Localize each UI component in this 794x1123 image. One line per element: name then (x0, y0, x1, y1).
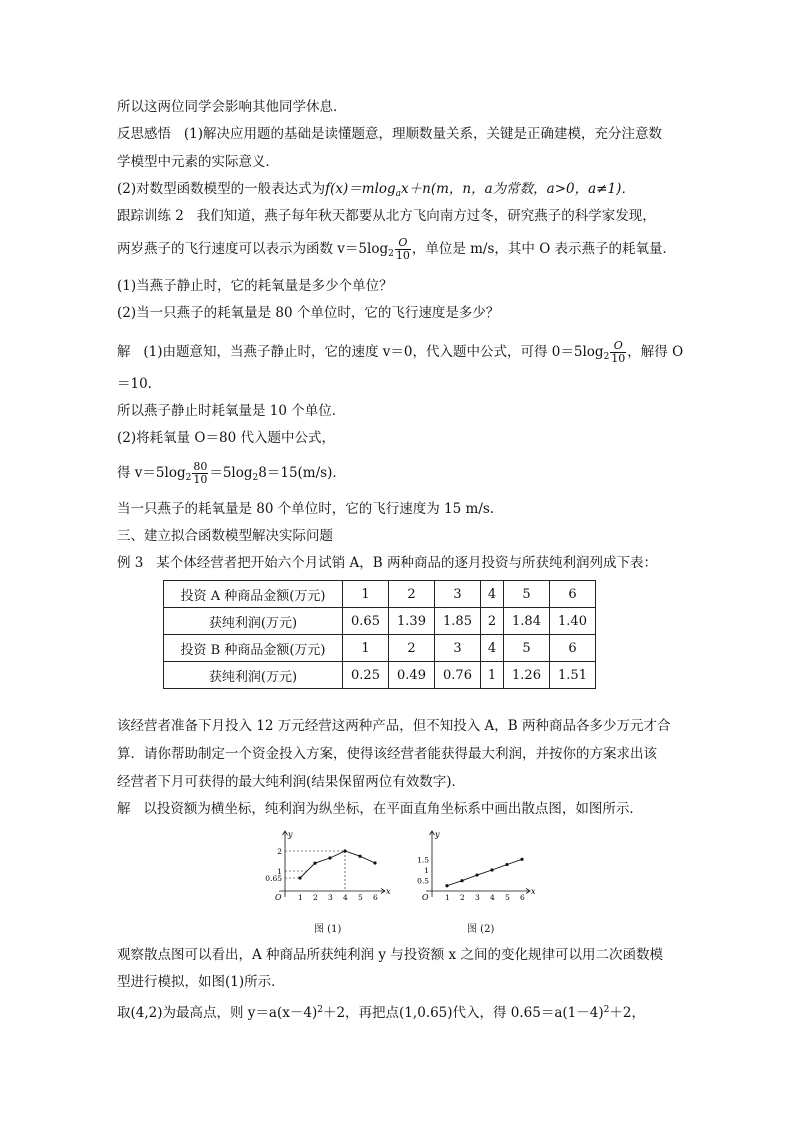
data-point (490, 868, 493, 871)
x-tick-label: 1 (445, 893, 450, 902)
scatter-plot-b (410, 825, 535, 910)
text-line-7: (1)当燕子静止时，它的耗氧量是多少个单位？ (117, 278, 393, 294)
text-line-22: 型进行模拟，如图(1)所示． (117, 974, 285, 990)
text-line-9: 解 (1)由题意知，当燕子静止时，它的速度 v＝0，代入题中公式，可得 $0=5\log_2$ $\frac{O}{10}$ ，解得 O (117, 339, 684, 365)
y-axis-label: y (435, 830, 440, 839)
text-line-6: 两岁燕子的飞行速度可以表示为函数 $v=5\log_2$ $\frac{O}{10}$ ，单位是 m/s，其中 O 表示燕子的耗氧量． (117, 236, 677, 262)
y-tick-label: 1 (277, 867, 282, 876)
x-tick-label: 4 (343, 893, 348, 902)
data-point (505, 863, 508, 866)
origin-label: O (422, 893, 429, 902)
text-line-5: 跟踪训练 2 我们知道，燕子每年秋天都要从北方飞向南方过冬，研究燕子的科学家发现， (117, 208, 656, 224)
data-point (445, 884, 448, 887)
x-tick-label: 4 (490, 893, 495, 902)
figure-caption-1: 图 (1) (314, 924, 342, 935)
text-line-4: (2)对数型函数模型的一般表达式为f(x)＝mlog$_a$x＋n(m，n，a为常数，a>0，a≠1)． (117, 181, 635, 199)
y-tick-label: 0.65 (265, 874, 282, 883)
y-tick-label: 2 (277, 847, 282, 856)
data-point (475, 873, 478, 876)
x-tick-label: 6 (520, 893, 525, 902)
scatter-plot-a (255, 825, 390, 910)
data-point (358, 855, 361, 858)
data-point (328, 856, 331, 859)
text-line-19: 经营者下月可获得的最大纯利润(结果保留两位有效数字)． (117, 774, 466, 790)
data-point (373, 861, 376, 864)
text-line-13: 得 $v=5\log_2$ $\frac{80}{10}$ $=5\log_28=15(m/s)$． (117, 460, 346, 486)
fraction: $\frac{O}{10}$ (611, 339, 626, 365)
x-tick-label: 5 (505, 893, 510, 902)
section-label: 反思感悟 (117, 126, 171, 142)
y-axis-label: y (288, 830, 293, 839)
series-line (447, 859, 522, 885)
table-row: 投资 A 种商品金额(万元) 1 2 3 4 5 6 (164, 581, 596, 608)
fraction: $\frac{80}{10}$ (193, 460, 208, 486)
x-tick-label: 3 (328, 893, 333, 902)
y-tick-label: 0.5 (417, 876, 429, 886)
text-line-21: 观察散点图可以看出，A 种商品所获纯利润 y 与投资额 x 之间的变化规律可以用二次函数模 (117, 947, 663, 963)
x-tick-label: 2 (460, 893, 465, 902)
text-line-2: 反思感悟 (1)解决应用题的基础是读懂题意，理顺数量关系，关键是正确建模，充分注意数 (117, 126, 662, 142)
y-tick-label: 1 (424, 866, 429, 875)
text-line-20: 解 以投资额为横坐标，纯利润为纵坐标，在平面直角坐标系中画出散点图，如图所示． (117, 801, 643, 817)
table-row: 获纯利润(万元) 0.65 1.39 1.85 2 1.84 1.40 (164, 608, 596, 635)
text-line-1: 所以这两位同学会影响其他同学休息． (117, 99, 347, 115)
x-axis-label: x (386, 887, 391, 896)
data-point (460, 879, 463, 882)
x-tick-label: 5 (358, 893, 363, 902)
text-line-10: ＝10. (117, 376, 152, 392)
text-line-18: 算．请你帮助制定一个资金投入方案，使得该经营者能获得最大利润，并按你的方案求出该 (117, 746, 657, 762)
text-line-3: 学模型中元素的实际意义． (117, 154, 279, 170)
data-point (313, 862, 316, 865)
text-line-16: 例 3 某个体经营者把开始六个月试销 A，B 两种商品的逐月投资与所获纯利润列成下表： (117, 555, 658, 571)
figure-caption-2: 图 (2) (467, 924, 495, 935)
table-row: 获纯利润(万元) 0.25 0.49 0.76 1 1.26 1.51 (164, 662, 596, 689)
text-line-23: 取(4,2)为最高点，则 $y=a(x-4)^2+2$，再把点(1,0.65)代入，得 $0.65=a(1-4)^2+2$， (117, 1005, 645, 1021)
x-axis-label: x (531, 887, 536, 896)
x-tick-label: 2 (313, 893, 318, 902)
x-tick-label: 6 (373, 893, 378, 902)
table-row: 投资 B 种商品金额(万元) 1 2 3 4 5 6 (164, 635, 596, 662)
x-tick-label: 3 (475, 893, 480, 902)
x-tick-label: 1 (298, 893, 303, 902)
text-line-17: 该经营者准备下月投入 12 万元经营这两种产品，但不知投入 A，B 两种商品各多少万元才合 (117, 718, 671, 734)
fraction: $\frac{O}{10}$ (395, 236, 410, 262)
text-line-8: (2)当一只燕子的耗氧量是 80 个单位时，它的飞行速度是多少？ (117, 305, 500, 321)
data-table (163, 580, 596, 689)
data-point (520, 858, 523, 861)
text-line-12: (2)将耗氧量 O＝80 代入题中公式， (117, 430, 335, 446)
text-line-11: 所以燕子静止时耗氧量是 10 个单位． (117, 403, 346, 419)
section-heading: 三、建立拟合函数模型解决实际问题 (117, 528, 333, 544)
y-tick-label: 1.5 (417, 855, 429, 865)
series-line (300, 851, 375, 878)
origin-label: O (275, 893, 282, 902)
text-line-14: 当一只燕子的耗氧量是 80 个单位时，它的飞行速度为 15 m/s. (117, 501, 495, 517)
